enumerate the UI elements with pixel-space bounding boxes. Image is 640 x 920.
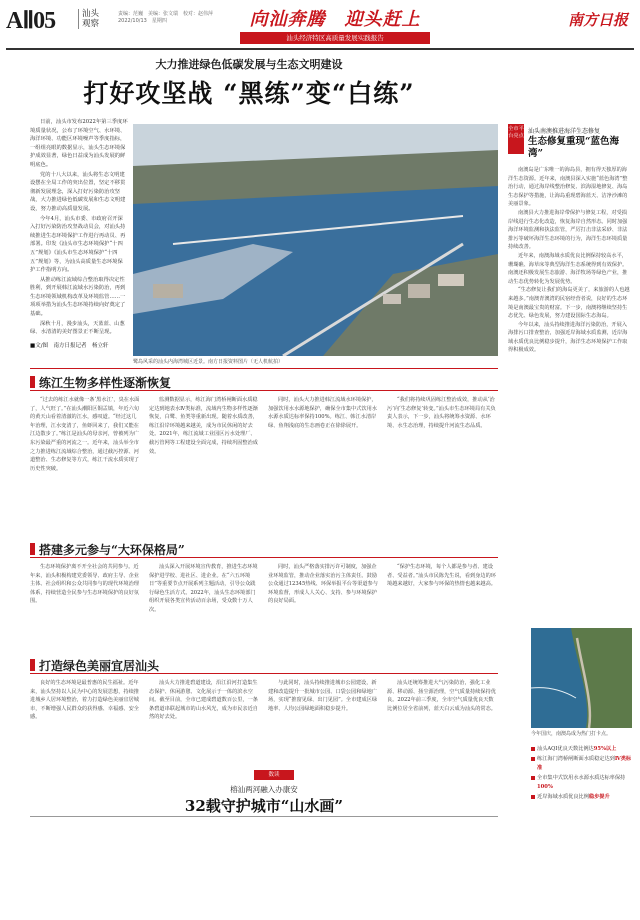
island-photo-caption: 今年国庆，南澳岛成为热门打卡点。 — [531, 731, 612, 737]
editor-meta — [118, 11, 213, 25]
stat-item — [531, 745, 632, 753]
feature-divider — [30, 816, 498, 817]
text-column: 汕头深入开展环境宣传教育，推进生态环境保护进学校、进社区、进企业。在“六五环境日”等重要节点开展系列主题活动，引导公众践行绿色生活方式。2022年，汕头生态环境部门组织开展各类宣传活动百余场，受众数十万人次。 — [149, 564, 258, 613]
section-marker — [30, 376, 35, 388]
stat-item — [531, 793, 632, 801]
page-number: AⅡ05 — [6, 8, 56, 34]
section-header — [30, 656, 498, 674]
stat-text: 近岸海域水质优良比例 — [537, 794, 589, 801]
feature-title: 32载守护城市“山水画” — [184, 797, 344, 815]
sidebar-paragraph: “生态修复让我们的海岛更美了，来旅游的人也越来越多。”南澳青澳湾的民宿经营者说，良好的生态环境是南澳最宝贵的财富。下一步，南澳将继续坚持生态优先、绿色发展，努力建设国际生态海岛。 — [508, 287, 630, 320]
sidebar-label: 全市平台亮点 — [508, 124, 524, 154]
lead-paragraph: 从推动练江流域综合整治取得决定性胜利，到开展韩江流域水污染防治，再到生态环境领域机构改革及环境监管……一项项举措为汕头生态环境持续向好奠定了基础。 — [30, 276, 126, 318]
editor-line: 责编：范巍 美编：张文瑞 校对：赵伟萍 — [118, 11, 214, 17]
masthead — [0, 0, 640, 52]
text-column: 汕头大力推进碧道建设，沿江沿河打造集生态保护、休闲游憩、文化展示于一体的滨水空间。截至目前，全市已建成碧道数百公里，一条条碧道串联起城市的山水风光，成为市民亲近自然的好去处。 — [149, 680, 258, 721]
text-column: “过去的练江水就像一条‘黑水江’，臭在水面了，人气旺了。”在汕头潮阳区铜盂镇，年近六旬的黄天山看着清澈的江水，感叹道。“经过这几年治理，江水变清了，鱼虾回来了，我们又能在江边散步了。”练江是汕头的母亲河，曾被列为广东污染最严重的河流之一。近年来，汕头举全市之力推进练江流域综合整治，通过截污控源、河道整治、生态修复等方式，练江干流水质实现了历史性突破。 — [30, 397, 140, 472]
stat-item — [531, 774, 632, 791]
section-header — [30, 373, 498, 391]
section-title: 搭建多元参与“大环保格局” — [39, 543, 185, 557]
lead-body — [30, 118, 128, 351]
text-column: 同时，汕头大力推进韩江流域水环境保护，加强饮用水水源地保护，确保全市集中式饮用水水源水质达标率保持100%。练江、韩江水清岸绿、鱼翔浅底的生态画卷正在徐徐展开。 — [268, 397, 377, 429]
feature-kicker: 榕汕两河融入办康安 — [230, 785, 298, 794]
feature-tag: 数读 — [254, 770, 294, 780]
aerial-photo — [133, 124, 498, 356]
campaign-ribbon: 汕头经济特区高质量发展实践报告 — [240, 32, 430, 44]
text-column: 同时，汕头严格落实排污许可制度，加强企业环境监管，推动企业落实治污主体责任。鼓励公众通过12345热线、环保举报平台等渠道参与环境监督，形成人人关心、支持、参与环境保护的良好局面。 — [268, 564, 378, 605]
sidebar-body — [508, 166, 632, 686]
lead-headline: 打好攻坚战 “黑练”变“白练” — [83, 79, 415, 108]
date-line: 2022/10/13 星期四 — [118, 18, 167, 24]
section-name: 汕头观察 — [78, 9, 106, 29]
aerial-photo-illustration — [133, 124, 498, 356]
section-body — [30, 396, 498, 524]
section-title: 打造绿色美丽宜居汕头 — [39, 659, 160, 673]
sidebar-paragraph: 南澳县大力推进海岸带保护与修复工程，对受损岸线进行生态化改造，恢复海岸自然形态。同时加强海洋环境监测和执法监管，严厉打击非法采砂、非法排污等破坏海洋生态环境的行为，海洋生态环境质量持续改善。 — [508, 209, 628, 251]
text-column: 生态环境保护离不开全社会的共同参与。近年来，汕头积极构建党委领导、政府主导、企业主体、社会组织和公众共同参与的现代环境治理体系，持续营造全民参与生态环境保护的良好氛围。 — [30, 564, 139, 605]
sidebar-kicker: 汕头南澳推进海洋生态修复 — [528, 128, 601, 135]
sidebar-title: 生态修复重现“蓝色海湾” — [528, 136, 619, 159]
text-column: 与此同时，汕头持续推进城市公园建设，新建和改造提升一批城市公园、口袋公园和绿地广场，实现“推窗见绿、出门见园”。全市建成区绿地率、人均公园绿地面积稳步提升。 — [268, 680, 378, 712]
section-header — [30, 540, 498, 558]
aerial-photo-caption: 鹭岛风采的汕头内海湾城区近景。南方日报资料图片（无人机航拍） — [133, 359, 284, 365]
newspaper-logo: 南方日报 — [567, 11, 628, 29]
campaign-slogan: 向汕奔腾 迎头赶上 — [249, 9, 421, 30]
text-column: 监测数据显示，练江海门湾桥闸断面水质稳定达到地表水Ⅳ类标准，流域内生物多样性逐渐恢复，白鹭、鱼类等重新出现。随着水质改善，练江沿岸环境越来越美，成为市民休闲的好去处。2021年，练江流域工业园区污水处理厂、截污管网等工程建设全面完成，持续巩固整治成效。 — [149, 397, 258, 455]
island-photo-illustration — [531, 628, 632, 728]
lead-byline: ■文/图 南方日报记者 杨立轩 — [30, 342, 109, 349]
stat-value: Ⅳ类标准 — [537, 756, 632, 771]
lead-paragraph: 党的十八大以来，汕头将生态文明建设摆在全局工作的突出位置，坚定不移贯彻新发展理念，深入打好污染防治攻坚战，大力推进绿色低碳发展和生态文明建设，努力推动高质量发展。 — [30, 171, 126, 212]
island-photo — [531, 628, 632, 728]
sidebar-paragraph: 近年来，南澳海域水质优良比例保持较高水平，珊瑚礁、海草床等典型海洋生态系统得到有效保护。南澳还积极发展生态旅游、海洋牧场等绿色产业，推动生态优势转化为发展优势。 — [508, 252, 628, 285]
section-marker — [30, 659, 35, 671]
text-column: “我们将持续巩固练江整治成效，推动从‘治污’向‘生态修复’转变。”汕头市生态环境局有关负责人表示，下一步，汕头将统筹水资源、水环境、水生态治理，持续提升河流生态品质。 — [387, 397, 496, 429]
campaign-banner — [232, 5, 438, 45]
text-column: 良好的生态环境是最普惠的民生福祉。近年来，汕头坚持以人民为中心的发展思想，持续推进城乡人居环境整治，着力打造绿色美丽宜居城市，不断增强人民群众的获得感、幸福感、安全感。 — [30, 680, 139, 721]
section-body — [30, 679, 498, 765]
text-column: 汕头还统筹推进大气污染防治，强化工业源、移动源、扬尘源治理，空气质量持续保持优良。2022年前三季度，全市空气质量优良天数比例位居全省前列，蓝天白云成为汕头的常态。 — [387, 680, 496, 712]
lead-paragraph: 今年4月，汕头市委、市政府召开深入打好污染防治攻坚战动员会，对汕头持续推进生态环境保护工作进行再动员、再部署。印发《汕头市生态环境保护“十四五”规划》《汕头市生态环境保护“十四五”规划》等，为汕头高质量生态环境保护工作指明方向。 — [30, 215, 126, 274]
stat-value: 95%以上 — [593, 746, 617, 752]
lead-paragraph: 深秋十月，漫步汕头，天蓝蓝、山葱绿、水清清的美好图景正不断呈现。 — [30, 320, 125, 336]
lead-kicker: 大力推进绿色低碳发展与生态文明建设 — [155, 58, 343, 71]
section-marker — [30, 543, 35, 555]
stat-value: 稳步提升 — [588, 794, 610, 801]
stat-value: 100% — [537, 783, 553, 790]
stat-text: 练江海门湾桥闸断面水质稳定达到 — [537, 756, 615, 763]
section-title: 练江生物多样性逐渐恢复 — [39, 376, 172, 390]
section-body — [30, 563, 498, 651]
sidebar-paragraph: 今年以来，汕头持续推进海洋污染防治，开展入海排污口排查整治，加强近岸海域水质监测，近岸海域水质优良比例稳步提升，海洋生态环境保护工作取得积极成效。 — [508, 321, 628, 354]
stats-list — [531, 745, 632, 803]
sidebar-paragraph: 南澳岛是广东唯一的海岛县，拥有得天独厚的海洋生态资源。近年来，南澳县深入实施“蓝色海湾”整治行动，通过海岸线整治修复、滨海湿地修复、海岛生态保护等措施，让海岛重现碧海蓝天、洁净沙滩的美丽景象。 — [508, 167, 628, 208]
lead-paragraph: 日前，汕头市发布2022年第三季度环境质量状况，公布了环境空气、水环境、海洋环境、功能区环境噪声等季度指标，一组组亮眼的数据显示，汕头生态环境保护成效显著，绿色日益成为汕头发展的鲜明底色。 — [30, 119, 128, 168]
stat-text: 汕头AQI优良天数比例达 — [537, 746, 594, 752]
stat-text: 全市集中式饮用水水源水质达标率保持 — [537, 775, 626, 782]
lead-divider — [30, 368, 498, 369]
stat-item — [531, 755, 632, 772]
masthead-divider — [6, 48, 634, 50]
text-column: “保护生态环境，每个人都是参与者、建设者、受益者。”汕头市民陈先生说，看到身边的环境越来越好，大家参与环保的热情也越来越高。 — [387, 564, 496, 588]
